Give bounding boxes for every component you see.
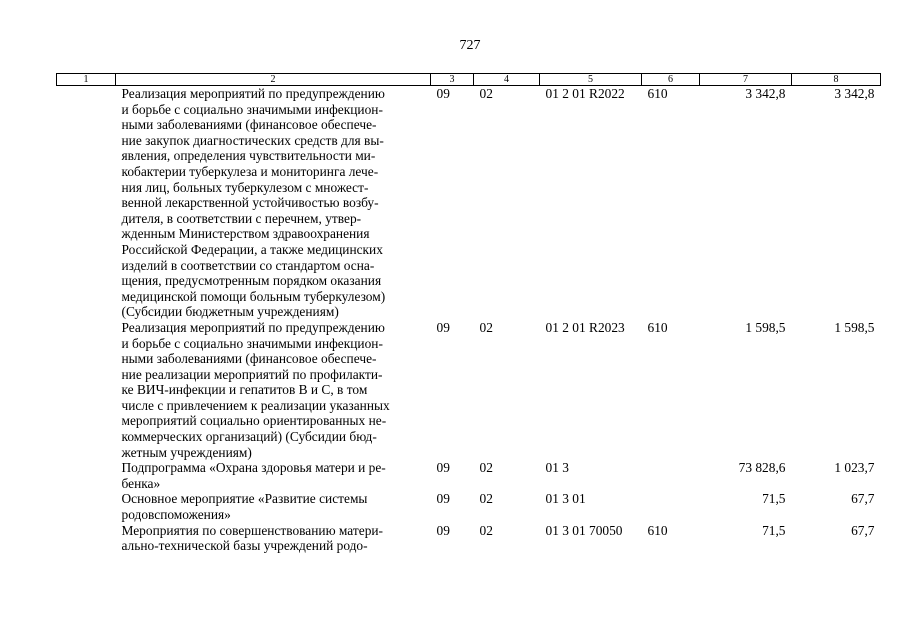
row-name-cell xyxy=(116,491,431,522)
name-line: ке ВИЧ-инфекции и гепатитов B и C, в том xyxy=(121,382,368,398)
name-line: изделий в соответствии со стандартом осна- xyxy=(121,257,375,273)
section-code-cell: 09 xyxy=(436,319,450,335)
name-line: явления, определения чувствительности ми- xyxy=(121,148,376,164)
name-line: родовспоможения» xyxy=(121,507,231,523)
column-header-3: 3 xyxy=(431,74,474,86)
amount-col7-cell: 73 828,6 xyxy=(738,460,786,476)
name-line: коммерческих организаций) (Субсидии бюд- xyxy=(121,429,377,445)
section-code-cell: 09 xyxy=(436,460,450,476)
target-item-code-cell: 01 3 01 70050 xyxy=(545,522,623,538)
amount-col7-cell: 1 598,5 xyxy=(745,319,786,335)
row-name-cell xyxy=(116,86,431,320)
name-line: Мероприятия по совершенствованию матери- xyxy=(121,522,384,538)
section-code-cell: 09 xyxy=(436,491,450,507)
amount-col7-cell: 3 342,8 xyxy=(745,86,786,101)
name-line: ными заболеваниями (финансовое обеспече- xyxy=(121,117,377,133)
subsection-code-cell: 02 xyxy=(479,319,493,335)
amount-col8-cell: 67,7 xyxy=(851,522,875,538)
name-line: Основное мероприятие «Развитие системы xyxy=(121,491,368,507)
name-line: венной лекарственной устойчивостью возбу- xyxy=(121,195,379,211)
expense-type-code-cell: 610 xyxy=(647,86,668,101)
row-col1-cell xyxy=(57,86,116,320)
page-number: 727 xyxy=(459,38,481,53)
amount-col7-cell: 71,5 xyxy=(762,522,786,538)
name-line: Подпрограмма «Охрана здоровья матери и ре- xyxy=(121,460,386,476)
row-name-cell xyxy=(116,460,431,491)
target-item-code-cell: 01 2 01 R2023 xyxy=(545,319,625,335)
column-header-1: 1 xyxy=(57,74,116,86)
subsection-code-cell: 02 xyxy=(479,522,493,538)
table-row xyxy=(57,460,881,491)
name-line: кобактерии туберкулеза и мониторинга лече- xyxy=(121,163,379,179)
column-header-6: 6 xyxy=(642,74,700,86)
name-line: медицинской помощи больным туберкулезом) xyxy=(121,288,386,304)
amount-col8-cell: 67,7 xyxy=(851,491,875,507)
name-line: (Субсидии бюджетным учреждениям) xyxy=(121,304,339,320)
row-col1-cell xyxy=(57,460,116,491)
expense-type-code-cell: 610 xyxy=(647,319,668,335)
name-line: ально-технической базы учреждений родо- xyxy=(121,538,368,554)
target-item-code-cell: 01 3 01 xyxy=(545,491,586,507)
row-col1-cell xyxy=(57,523,116,554)
column-header-7: 7 xyxy=(700,74,792,86)
row-col1-cell xyxy=(57,320,116,460)
amount-col8-cell: 1 023,7 xyxy=(834,460,875,476)
name-line: дителя, в соответствии с перечнем, утвер- xyxy=(121,210,362,226)
target-item-code-cell: 01 2 01 R2022 xyxy=(545,86,625,101)
name-line: Реализация мероприятий по предупреждению xyxy=(121,86,385,101)
expense-type-code-cell xyxy=(642,491,700,522)
amount-col8-cell: 3 342,8 xyxy=(834,86,875,101)
name-line: и борьбе с социально значимыми инфекцион- xyxy=(121,101,383,117)
section-code-cell: 09 xyxy=(436,522,450,538)
column-header-4: 4 xyxy=(474,74,540,86)
subsection-code-cell: 02 xyxy=(479,491,493,507)
name-line: Реализация мероприятий по предупреждению xyxy=(121,319,385,335)
column-header-2: 2 xyxy=(116,74,431,86)
name-line: щения, предусмотренным порядком оказания xyxy=(121,273,382,289)
table-row xyxy=(57,320,881,460)
table-row xyxy=(57,491,881,522)
table-row xyxy=(57,86,881,320)
amount-col8-cell: 1 598,5 xyxy=(834,319,875,335)
name-line: жетным учреждениям) xyxy=(121,444,252,460)
name-line: ными заболеваниями (финансовое обеспече- xyxy=(121,351,377,367)
name-line: Российской Федерации, а также медицинских xyxy=(121,241,383,257)
row-name-cell xyxy=(116,320,431,460)
section-code-cell: 09 xyxy=(436,86,450,101)
table-row xyxy=(57,523,881,554)
name-line: ние реализации мероприятий по профилакти- xyxy=(121,366,383,382)
column-header-8: 8 xyxy=(792,74,881,86)
column-header-5: 5 xyxy=(540,74,642,86)
name-line: и борьбе с социально значимыми инфекцион- xyxy=(121,335,383,351)
expense-type-code-cell: 610 xyxy=(647,522,668,538)
subsection-code-cell: 02 xyxy=(479,460,493,476)
row-name-cell xyxy=(116,523,431,554)
row-col1-cell xyxy=(57,491,116,522)
name-line: мероприятий социально ориентированных не- xyxy=(121,413,387,429)
name-line: ние закупок диагностических средств для вы- xyxy=(121,132,384,148)
name-line: числе с привлечением к реализации указанных xyxy=(121,397,390,413)
budget-table xyxy=(56,73,881,554)
expense-type-code-cell xyxy=(642,460,700,491)
name-line: бенка» xyxy=(121,475,161,491)
name-line: жденным Министерством здравоохранения xyxy=(121,226,370,242)
amount-col7-cell: 71,5 xyxy=(762,491,786,507)
target-item-code-cell: 01 3 xyxy=(545,460,569,476)
subsection-code-cell: 02 xyxy=(479,86,493,101)
name-line: ния лиц, больных туберкулезом с множест- xyxy=(121,179,369,195)
column-number-row xyxy=(57,74,881,86)
